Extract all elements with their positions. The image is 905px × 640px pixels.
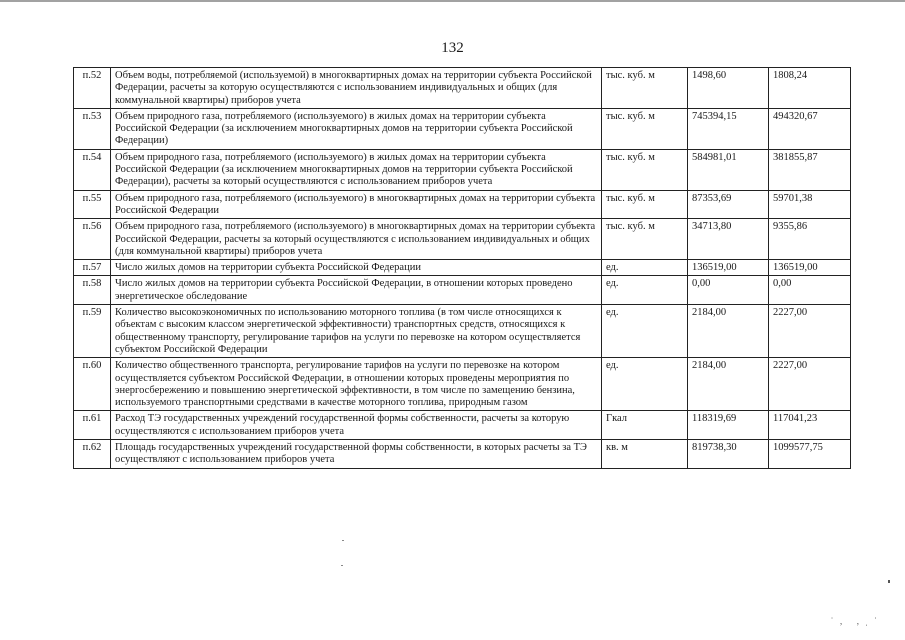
- row-description: Объем природного газа, потребляемого (используемого) в жилых домах на территории субъекта Российской Федерации (за исключением многоквартирных домов на территории субъекта Российской Федерации), расчеты за который осуществляются с использованием приборов учета: [111, 149, 602, 190]
- row-unit: тыс. куб. м: [602, 219, 688, 260]
- table-row: [74, 440, 851, 469]
- row-description: Площадь государственных учреждений государственной формы собственности, в которых расчеты за ТЭ осуществляют с использованием приборов учета: [111, 440, 602, 469]
- row-value-2: 0,00: [769, 276, 851, 305]
- row-value-1: 1498,60: [688, 68, 769, 109]
- row-value-2: 117041,23: [769, 411, 851, 440]
- row-value-2: 136519,00: [769, 260, 851, 276]
- table-row: [74, 149, 851, 190]
- row-description: Объем воды, потребляемой (используемой) в многоквартирных домах на территории субъекта Российской Федерации, расчеты за которую осуществляются с использованием индивидуальных и общих (для коммунальной квартиры) приборов учета: [111, 68, 602, 109]
- row-number: п.53: [74, 108, 111, 149]
- row-unit: тыс. куб. м: [602, 190, 688, 219]
- row-number: п.52: [74, 68, 111, 109]
- row-description: Объем природного газа, потребляемого (используемого) в жилых домах на территории субъекта Российской Федерации (за исключением многоквартирных домов на территории субъекта Российской Федерации): [111, 108, 602, 149]
- indicators-table-body: [74, 68, 851, 469]
- scan-specks: ˙‚ ,ˌ˙: [830, 616, 883, 626]
- table-row: [74, 219, 851, 260]
- row-number: п.59: [74, 305, 111, 358]
- row-value-1: 2184,00: [688, 305, 769, 358]
- row-value-1: 745394,15: [688, 108, 769, 149]
- row-value-2: 1808,24: [769, 68, 851, 109]
- row-description: Число жилых домов на территории субъекта Российской Федерации: [111, 260, 602, 276]
- page-number: 132: [441, 40, 464, 56]
- row-value-1: 2184,00: [688, 358, 769, 411]
- row-value-1: 87353,69: [688, 190, 769, 219]
- row-value-1: 819738,30: [688, 440, 769, 469]
- row-description: Объем природного газа, потребляемого (используемого) в многоквартирных домах на территории субъекта Российской Федерации: [111, 190, 602, 219]
- row-description: Расход ТЭ государственных учреждений государственной формы собственности, расчеты за которую осуществляются с использованием приборов учета: [111, 411, 602, 440]
- row-value-2: 9355,86: [769, 219, 851, 260]
- row-number: п.55: [74, 190, 111, 219]
- row-value-2: 2227,00: [769, 358, 851, 411]
- table-row: [74, 411, 851, 440]
- row-description: Число жилых домов на территории субъекта Российской Федерации, в отношении которых проведено энергетическое обследование: [111, 276, 602, 305]
- row-unit: ед.: [602, 260, 688, 276]
- row-description: Объем природного газа, потребляемого (используемого) в многоквартирных домах на территории субъекта Российской Федерации, расчеты за который осуществляются с использованием индивидуальных и общих (для коммунальной квартиры) приборов учета: [111, 219, 602, 260]
- row-value-1: 584981,01: [688, 149, 769, 190]
- row-unit: ед.: [602, 358, 688, 411]
- row-value-1: 34713,80: [688, 219, 769, 260]
- row-number: п.54: [74, 149, 111, 190]
- row-number: п.57: [74, 260, 111, 276]
- row-description: Количество высокоэкономичных по использованию моторного топлива (в том числе относящихся к объектам с высоким классом энергетической эффективности) транспортных средств, относящихся к общественному транспорту, регулирование тарифов на услуги по перевозке на котором осуществляется субъектом Российской Федерации: [111, 305, 602, 358]
- indicators-table: [73, 67, 851, 469]
- row-unit: тыс. куб. м: [602, 108, 688, 149]
- table-row: [74, 276, 851, 305]
- row-unit: тыс. куб. м: [602, 68, 688, 109]
- scan-speck: [888, 580, 890, 583]
- row-value-1: 118319,69: [688, 411, 769, 440]
- table-row: [74, 358, 851, 411]
- row-number: п.56: [74, 219, 111, 260]
- row-value-2: 1099577,75: [769, 440, 851, 469]
- table-row: [74, 260, 851, 276]
- table-row: [74, 305, 851, 358]
- row-value-2: 59701,38: [769, 190, 851, 219]
- scan-speck: [341, 565, 343, 566]
- scan-speck: [342, 540, 344, 541]
- table-row: [74, 108, 851, 149]
- row-number: п.58: [74, 276, 111, 305]
- row-number: п.60: [74, 358, 111, 411]
- row-unit: Гкал: [602, 411, 688, 440]
- row-unit: тыс. куб. м: [602, 149, 688, 190]
- scan-edge-line: [0, 0, 905, 6]
- row-description: Количество общественного транспорта, регулирование тарифов на услуги по перевозке на котором осуществляется субъектом Российской Федерации, в отношении которых проведены мероприятия по энергосбережению и повышению энергетической эффективности, в том числе по замещению бензина, используемого транспортными средствами в качестве моторного топлива, природным газом: [111, 358, 602, 411]
- row-value-2: 494320,67: [769, 108, 851, 149]
- row-value-2: 2227,00: [769, 305, 851, 358]
- row-unit: ед.: [602, 276, 688, 305]
- table-row: [74, 190, 851, 219]
- row-value-1: 136519,00: [688, 260, 769, 276]
- row-value-1: 0,00: [688, 276, 769, 305]
- table-row: [74, 68, 851, 109]
- row-number: п.62: [74, 440, 111, 469]
- row-number: п.61: [74, 411, 111, 440]
- row-unit: ед.: [602, 305, 688, 358]
- row-value-2: 381855,87: [769, 149, 851, 190]
- row-unit: кв. м: [602, 440, 688, 469]
